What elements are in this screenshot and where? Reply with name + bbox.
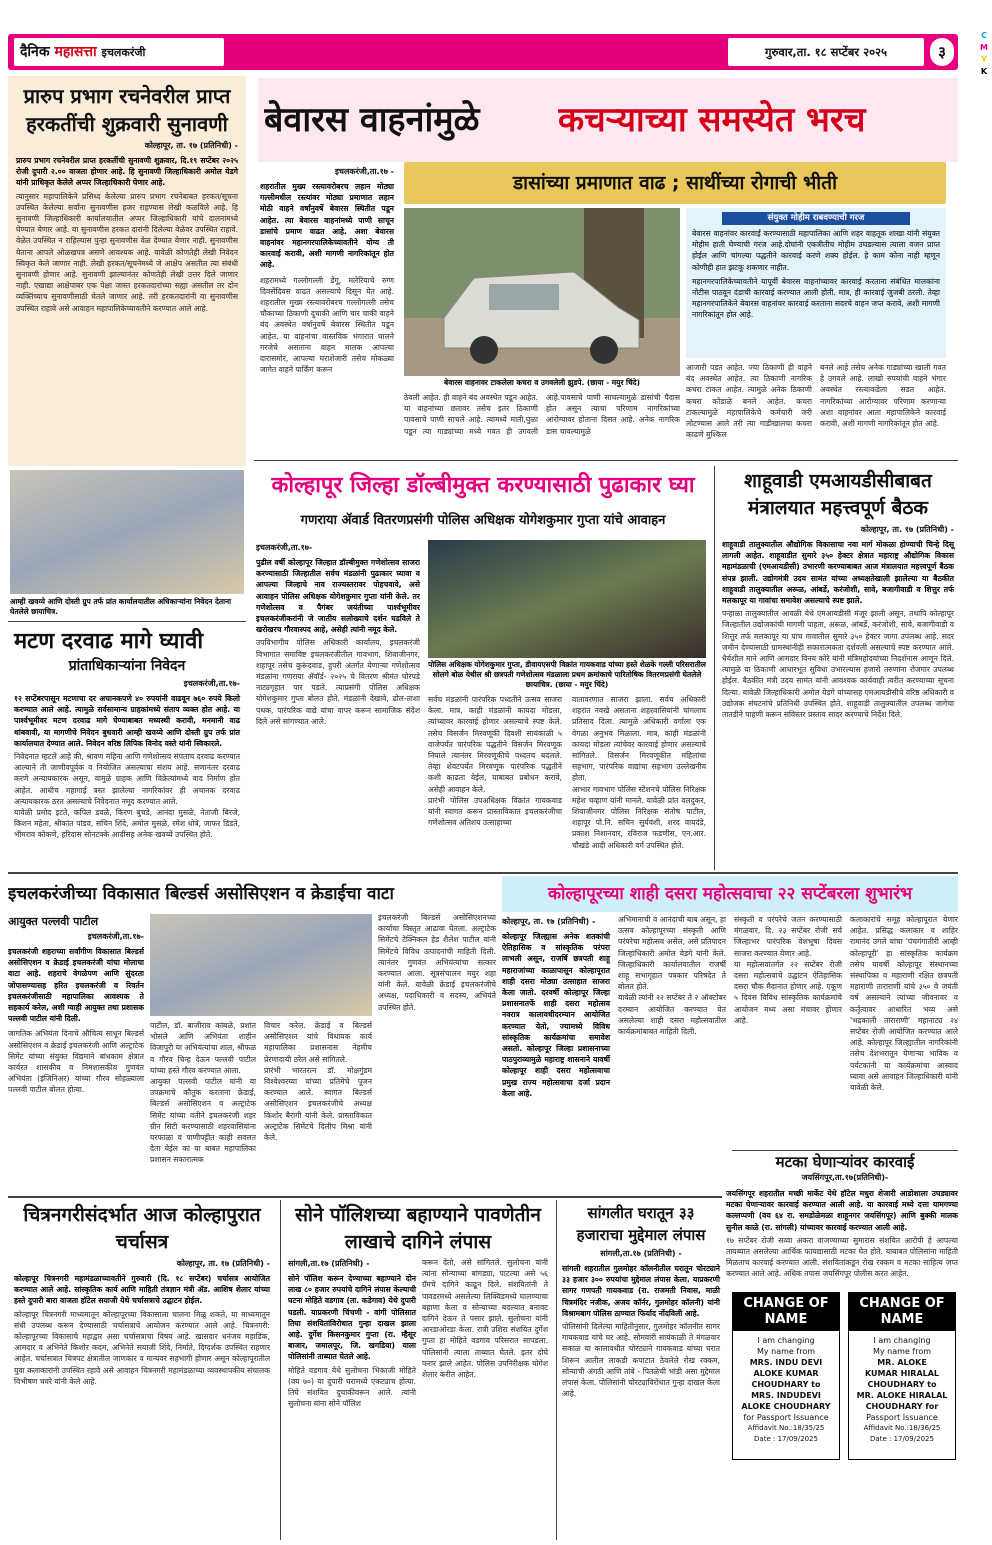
dolby-dateline: इचलकरंजी,ता.१७- <box>256 543 313 552</box>
matka-headline: मटका घेणाऱ्यांवर कारवाई <box>775 1153 915 1171</box>
ad2-line: I am changing <box>873 1336 931 1345</box>
main-under-photo-text: ठेवली आहेत. ही वाहने बंद अवस्थेत पडून आहेत. या वाहनांच्या छतावर तसेच इतर ठिकाणी पावसाचे पाणी साचले आहे. त्यामध्ये माती,घुळा पडून त्या गाड्यांच्या मध्ये गवत ही उगवली आहे.पावसाचे पाणी साचल्यामुळे डासांची पैदास होत असून त्याचा परिणाम नागरिकांच्या आरोग्यावर होताना दिसत आहे. अनेक नागरिक डास चावल्यामुळे <box>404 393 680 436</box>
builders-col-a: जागतिक अभियंता दिनाचे औचित्य साधून बिल्डर्स असोसिएशन व क्रेडाई इचलकरंजी आणि अल्ट्राटेक सिमेंट यांच्या संयुक्त विद्यमाने बांधकाम क्षेत्रात कार्यरत शासकीय व निमशासकीय गुणवंत अभियंता (इंजिनिअर) यांच्या गौरव सोहळ्याला पल्लवी पाटील बोलत होत्या. <box>8 1029 144 1095</box>
page-number: ३ <box>930 38 954 66</box>
sangli-body: पोलिसांनी दिलेल्या माहितीनुसार, गुलमोहर कॉलनीत सागर गायकवाड यांचे घर आहे. सोमवारी सायंकाळी ते मंगळवार सकाळ या कालावधीत चोरट्याने गायकवाड यांच्या घरात शिरून आतील लाकडी कपाटात ठेवलेले रोख रक्कम, सोन्याची अंगठी आणि तांबे - पितळेची भांडी असा मुद्देमाल लंपास केला. पोलिसांनी चोरट्याविरोधात गुन्हा दाखल केला आहे. <box>562 1322 720 1399</box>
story-prarup-lead: प्रारुप प्रभाग रचनेवरील प्राप्त हरकतींची सुनावणी शुक्रवार, दि.१९ सप्टेंबर २०२५ रोजी दुपारी २.०० वाजता होणार आहे. हि सुनावणी जिल्हाधिकारी अमोल येडगे यांनी प्राधिकृत केलेले अप्पर जिल्हाधिकारी घेणार आहे. <box>16 156 238 188</box>
shahuwadi-lead: शाहूवाडी तालुक्यातील औद्योगिक विकासाचा नवा मार्ग मोकळा होण्याची चिन्हे दिसू लागली आहेत. शाहूवाडीत सुमारे ३५० हेक्टर क्षेत्रात महाराष्ट्र औद्योगिक विकास महामंडळाची (एमआयडीसी) उभारणी करण्याबाबत आज मंत्रालयात महत्त्वपूर्ण बैठक संपन्न झाली. उद्योगमंत्री उदय सामंत यांच्या अध्यक्षतेखाली झालेल्या या बैठकीत शाहूवाडी तालुक्यातील अरूळ, आंबर्डे, करंजोशी, सावे, बजागीवाडी व शित्तुर तर्फ मलकापूर या गावांचा समावेश असल्याचे स्पष्ट झाले. <box>722 540 954 606</box>
story-mutton-dateline: इचलकरंजी,ता.१७- <box>183 679 240 688</box>
story-mutton-subhead: प्रांताधिकाऱ्यांना निवेदन <box>68 658 186 674</box>
story-chitra <box>8 1200 276 1540</box>
sone-col-a: मोहिते वडगाव येथे सुलोचना भिकाजी मोहिते (वय ७०) या दुपारी घरामध्ये एकट्याच होत्या. तिघे संशयित दुचाकीवरून आले. त्यांनी सुलोचना यांना सोने पॉलिश <box>288 1365 416 1409</box>
ad1-title: CHANGE OF NAME <box>733 1293 839 1331</box>
dolby-body: उपविभागीय पोलिस अधिकारी कार्यालय, इचलकरंजी विभागात समाविष्ट इचलकरंजीतील गावभाग, शिवाजीनगर, शहापूर तसेच कुरूंदवाड, हुपरी अंतर्गत येणाऱ्या गणेशोत्सव मंडळांना गणराया ॲवॉर्ड- २०२५ चे वितरण श्रीमंत घोरपडे नाट्यगृहात पार पडले. त्याप्रसंगी पोलिस अधिक्षक योगेशकुमार गुप्ता बोलत होते. मंडळांनी देखावे, ढोल-ताशा पथक, पारंपरिक वाद्ये यांचा वापर करून सामाजिक संदेश दिले असे सांगण्यात आले. <box>256 638 420 726</box>
ad2-line: CHOUDHARY to <box>867 1380 937 1389</box>
main-box-p1: बेवारस वाहनांवर कारवाई करण्यासाठी महापालिका आणि शहर वाहतूक शाखा यांनी संयुक्त मोहीम हाती घेण्याची गरज आहे.दोघांनी एकत्रीतीच मोहीम उघडल्यास त्याला वजन प्राप्त होईल आणि चांगल्या पद्धतीने कारवाई करणे शक्य होईल. हे काम कोना नाही म्हणून कोणीही हात झटकू शकणार नाहीत. <box>692 229 940 272</box>
story-matka <box>732 1152 958 1172</box>
ad2-line: Passport Issuance <box>866 1413 938 1422</box>
dolby-subhead: गणराया ॲवार्ड वितरणप्रसंगी पोलिस अधिक्षक योगेशकुमार गुप्ता यांचे आवाहन <box>300 513 666 528</box>
dasara-headline: कोल्हापूरच्या शाही दसरा महोत्सवाचा २२ सप्टेंबरला शुभारंभ <box>502 876 958 912</box>
sone-col-b: करून देतो, असे सांगितले. सुलोचना यांनी त्यांना सोन्याच्या बांगड्या, पाटल्या असे ५६ ग्रॅमचे दागिने काढून दिले. संशयितांनी ते पावडरमध्ये असलेल्या लिक्विडमध्ये घालण्याचा बहाणा केला व सोन्याच्या बदल्यात बनावट दागिने देऊन ते पसार झाले. सुलोचना यांनी आरडाओरडा केला. रात्री उशिरा संशयित दुर्गेश गुप्ता हा मोहिते वडगाव परिसरात सापडला. पोलिसांनी त्याला ताब्यात घेतले. इतर दोघे फरार झाले आहेत. पोलिस उपनिरीक्षक योगेश शेलार करीत आहेत. <box>422 1258 548 1380</box>
ad1-line: MRS. INDUDEVI <box>751 1391 821 1400</box>
builders-headline: इचलकरंजीच्या विकासात बिल्डर्स असोसिएशन व क्रेडाईचा वाटा <box>8 884 394 904</box>
masthead-city: इचलकरंजी <box>101 46 146 59</box>
cmyk-marks <box>980 30 988 78</box>
ad1-line: CHOUDHARY to <box>751 1380 821 1389</box>
ad2-line: CHOUDHARY for <box>865 1402 939 1411</box>
matka-lead: जयसिंगपूर शहरातील मच्छी मार्केट येथे हॉटेल मधुरा शेजारी आडोशाला उघड्यावर मटका घेणाऱ्यावर कारवाई करण्यात आली आहे. या कारवाई मध्ये दत्ता यामगण्या कल्लप्पणी (वय ६४ रा. समडोळेमळा शाहूनगर जयसिंगपूर) आणि बुक्की मालक सुनील काळे (रा. सांगली) यांच्यावर कारवाई करण्यात आली आहे. <box>726 1189 958 1232</box>
ad2-line: KUMAR HIRALAL <box>864 1369 940 1378</box>
dasara-cols <box>502 914 958 1146</box>
story-prarup-dateline: कोल्हापूर, ता. १७ (प्रतिनिधी) - <box>144 141 238 150</box>
matka-body-wrap <box>726 1188 958 1290</box>
photo-builders-felicitation <box>150 914 372 1016</box>
dasara-col-a: कोल्हापूर जिल्ह्यास अनेक शतकांची ऐतिहासिक व सांस्कृतिक परंपरा लाभली असून, राजर्षि छत्रपती शाहू महाराजांच्या काळापासून कोल्हापूरात शाही दसरा मोठ्या उत्साहात साजरा केला जातो. दरवर्षी कोल्हापूर जिल्हा प्रशासनातर्फे शाही दसरा महोत्सव नवरात्र कालावधीदरम्यान आयोजित करण्यात येतो, ज्यामध्ये विविध सांस्कृतिक कार्यक्रमांचा समावेश असतो. कोल्हापूर जिल्हा प्रशासनाच्या पाठपुराव्यामुळे महाराष्ट्र शासनाने यावर्षी कोल्हापूर शाही दसरा महोत्सवाचा प्रमुख राज्य महोत्सवाचा दर्जा प्रदान केला आहे. <box>502 932 610 1098</box>
story-prarup-body: त्यानुसार महापालिकेने प्रसिध्द केलेल्या प्रारुप प्रभाग रचनेबाबत हरकत/सूचना उपस्थित केलेल्या सर्वांना सुनावणीस हजर राहण्यास लेखी कळविले आहे. हि सुनावणी जिल्हाधिकारी कार्यालयातील अप्पर जिल्हाधिकारी यांचे दालनामध्ये घेण्यात येणार आहे. या सुनावणीस हरकत दारांनी दिलेल्या वेळेवर उपस्थित राहावे. वेळेत उपस्थित न राहिल्यास पुन्हा सुनावणीस वेळ देण्यात येणार नाही. सुनावणीस येताना आपले ओळखपत्र असणे आवश्यक आहे. यावेळी कोणतेही लेखी निवेदन स्विकृत केले जाणार नाही. लेखी हरकत/सूचनेमध्ये जे आक्षेप असतील त्या संबंधी सुनावणी होणार आहे. सुनावणी झाल्यानंतर कोणतेही लेखी उत्तर दिले जाणार नाही. एखाद्या आक्षेपाबर एक पेक्षा जास्त हरकतदारांच्या सह्या असतील तर दोन व्यक्तिंच्याच सुनावणीसाठी घेतले जाणार आहे. तरी हरकतदारांनी या सुनावणीस उपस्थित राहावे असे आवाहन महापालिकेच्यावतीने करण्यात आले आहे. <box>16 191 238 313</box>
main-dateline: इचलकरंजी,ता.१७ - <box>335 167 394 176</box>
cmyk-y: Y <box>981 55 987 64</box>
ad1-line: I am changing <box>757 1336 815 1345</box>
ad2-line: MR. ALOKE <box>877 1358 927 1367</box>
photo-car-caption: बेवारस वाहनावर टाकलेला कचरा व उगवलेली झुडपे. (छाया - मयुर चिंदे) <box>444 378 640 387</box>
ad2-title: CHANGE OF NAME <box>849 1293 955 1331</box>
main-box <box>686 208 946 358</box>
shahuwadi-dateline: कोल्हापूर, ता. १७ (प्रतिनिधी) - <box>860 525 954 534</box>
sone-dateline: सांगली,ता.१७ (प्रतिनिधी) - <box>288 1259 370 1268</box>
builders-dateline: इचलकरंजी,ता.१७- <box>87 932 144 941</box>
chitra-lead: कोल्हापूर चित्रनगरी महामंडळाच्यावतीने गुरुवारी (दि. १८ सप्टेंबर) चर्चासत्र आयोजित करण्यात आले आहे. सांस्कृतिक कार्य आणि माहिती तंत्रज्ञान मंत्री ॲड. आशिष शेलार यांच्या हस्ते दुपारी बारा वाजता हॉटेल सयाजी येथे चर्चासत्राचे उद्घाटन होईल. <box>14 1274 270 1306</box>
builders-col-b: पाटील, डॉ. बाजीराव कांबळे, प्रशांत भोसले आणि अभियंता शाहीन विजापुरी या अभियंत्यांचा शाल, श्रीफळ व गौरव चिन्ह देऊन पल्लवी पाटील यांच्या हस्ते गौरव करण्यात आला. आयुक्त पल्लवी पाटील यांनी या उपक्रमाचे कौतुक करताना क्रेडाई, बिल्डर्स असोसिएशन व अल्ट्राटेक सिमेंट यांच्या वतीने इचलकरंजी शहर ग्रीन सिटी करण्यासाठी शहरवासियांना घरफाळा व पाणीपट्टीत काही सवलत देता येईल का या बाबत महापालिका प्रशासन सकारात्मक <box>150 1021 256 1165</box>
masthead-left <box>14 38 224 66</box>
main-lead: शहरातील मुख्य रस्त्यावरोबरच लहान मोठ्या गल्लीमधील रस्त्यांवर मोठ्या प्रमाणात लहान मोठी वाहने वर्षांनुवर्षे बेवारस स्थितीत पडून आहेत. त्या बेवारस वाहनांमध्ये पाणी साचून डासांचे प्रमाण वाढत आहे. अशा बेवारस वाहनांवर महानगरपालिकेच्यावतीने योग्य ती कारवाई करावी, अशी मागणी नागरिकांतून होत आहे. <box>260 182 394 270</box>
chitra-body: कोल्हापूर चित्रनगरी माध्यमातून कोल्हापूरच्या विकासाला चालना मिळू शकते, या माध्यमातून संधी उपलब्ध करून देण्यासाठी चर्चासत्राचे आयोजन करण्यात आले आहे. चित्रनगरी: कोल्हापूरच्या विकासाचे महाद्वार असा चर्चासत्राचा विषय आहे. खासदार धनंजय महाडिक, आमदार व अभिनेते किशोर कदम, अभिनेते सयाजी शिंदे, निर्माते, दिग्दर्शक उपस्थित राहणार आहेत. चर्चासत्रात चित्रपट क्षेत्रातील जाणकार व मान्यवर सहभागी होणार असून कोल्हापूरातील युवा कलाकारांनी उपस्थित रहावे असे आवाहन चित्रनगरी महामंडळाच्या व्यवस्थापकीय संचालक विभीषण चवरे यांनी केले आहे. <box>14 1309 270 1386</box>
ad1-line: My name from <box>756 1347 816 1356</box>
chitra-headline: चित्रनगरीसंदर्भात आज कोल्हापुरात चर्चासत्र <box>23 1204 261 1253</box>
dolby-lead: पुढील वर्षी कोल्हापूर जिल्हात डॉल्बीमुक्त गणेशोत्सव साजरा करण्यासाठी जिल्हातील सर्वच मंडळांनी पुढाकार घ्यावा व आपल्या जिल्हाचे नाव राज्यस्तरावर पोहचवावे, असे आवाहन पोलिस अधिक्षक योगेशकुमार गुप्ता यांनी केले. तर गणेशोत्सव व पैगंबर जयंतीच्या पार्श्वभूमीवर इचलकरंजीकरांनी जे जातीय सलोख्याचे दर्शन घडविले ते खरोखरच गौरवास्पद आहे, असेही त्यांनी नमूद केले. <box>256 558 420 635</box>
main-subhead: डासांच्या प्रमाणात वाढ ; साथींच्या रोगाची भीती <box>404 162 946 204</box>
main-right-cols <box>686 362 946 454</box>
main-right-b: बनले आहे तसेच अनेक गाड्यांच्या खाली गवत हे उगवले आहे. लाखो रुपयांची वाहने भंगार अवस्थेत रस्त्याकडेला सडत आहेत. नागरिकांच्या आरोग्यावर परिणाम करणाऱ्या अशा वाहनांवर आता महापालिकेने कारवाई करावी, अशी मागणी नागरिकांतून होत आहे. <box>820 363 946 429</box>
car-illustration <box>404 208 680 376</box>
ad-change-of-name-1 <box>732 1292 840 1460</box>
ad2-line: MR. ALOKE HIRALAL <box>856 1391 948 1400</box>
ad1-line: for Passport Issuance <box>743 1413 829 1422</box>
main-under-photo <box>404 392 680 454</box>
ad1-line: ALOKE KUMAR <box>753 1369 819 1378</box>
builders-byline: आयुक्त पल्लवी पाटील <box>8 915 99 928</box>
cmyk-k: K <box>980 67 988 76</box>
builders-lead: इचलकरंजी शहराच्या सर्वांगीण विकासात बिल्डर्स असोसिएशन व क्रेडाई इचलकरंजी यांचा मोलाचा वाटा आहे. शहराचे वेगळेपण आणि सुंदरता जोपासण्यासह हरित इचलकरंजी व रिवर्तन इचलकरंजीसाठी महापालिका आवश्यक ते सहकार्य करेल, अशी ग्वाही आयुक्त तथा प्रशासक पल्लवी पाटील यांनी दिली. <box>8 947 144 1024</box>
builders-col1 <box>8 914 144 1194</box>
ad2-line: Affidavit No.:18/36/25 <box>863 1424 941 1432</box>
dolby-col1 <box>256 540 420 868</box>
matka-dateline: जयसिंगपूर,ता.१७(प्रतिनिधी)- <box>801 1173 889 1182</box>
sangli-dateline: सांगली,ता.१७ (प्रतिनिधी) - <box>600 1249 682 1258</box>
dasara-dateline: कोल्हापूर, ता. १७ (प्रतिनिधी) - <box>502 917 596 926</box>
ad1-line: MRS. INDU DEVI <box>749 1358 823 1367</box>
photo-ganraya-caption: पोलिस अधिक्षक योगेशकुमार गुप्ता, डीवायएसपी विक्रांत गायकवाड यांच्या हस्ते शेळके गल्ली परिसरातील सोलगे बोळ येथील श्री छत्रपती गणेशोत्सव मंडळाला प्रथम क्रमांकाचे पारितोषिक वितरणप्रसंगी घेतलेले छायाचित्र. (छाया - मयुर चिंदे) <box>428 660 706 689</box>
sangli-lead: सांगली शहरातील गुलमोहर कॉलनीतील घरातून चोरट्याने ३३ हजार ३०० रुपयांचा मुद्देमाल लंपास केला. याप्रकरणी सागर गणपती गायकवाड (रा. राजमती निवास, माळी चित्रमंदिर नजीक, अजय कॉर्नर, गुलमोहर कॉलनी) यांनी विश्रामबाग पोलिस ठाण्यात फिर्याद नोंदविली आहे. <box>562 1264 720 1318</box>
main-box-title: संयुक्त मोहीम राबवण्याची गरज <box>722 212 910 225</box>
shahuwadi-headline: शाहूवाडी एमआयडीसीबाबत मंत्रालयात महत्त्वपूर्ण बैठक <box>744 470 932 519</box>
matka-body: १७ सप्टेंबर रोजी सव्वा अकरा वाजण्याच्या सुमारास संशयित आरोपी हे आपल्या तायब्यात असलेल्या आर्थिक फायद्यासाठी मटका घेत होते. याबाबत पोलिसांना माहिती मिळताच कारवाई करण्यात आली. संशयितांकडून रोख रक्कम व मटका साहित्य जप्त करण्यात आले आहे. अधिक तपास जयसिंगपूर पोलीस करत आहेत. <box>726 1235 958 1279</box>
dolby-cols <box>428 694 706 870</box>
story-mutton-headline: मटण दरवाढ मागे घ्यावी <box>14 629 204 654</box>
ad1-line: ALOKE CHOUDHARY <box>741 1402 831 1411</box>
shahuwadi-body: पन्हाळा तालुक्यातील आवळी येथे एमआयडीसी मंजूर झाली असून, तथापि कोल्हापूर जिल्हातील उद्योजकांची मागणी पाहता, अरूळ, आंबर्डे, करंजोशी, सावे, बजागीवाडी व शित्तुर तर्फ मलकापूर या पाच गावातील सुमारे ३५० हेक्टर जागा उपलब्ध आहे. सदर जमीन देण्यासाठी ग्रामस्थांनीही सकारात्मकता दर्शवली असल्याचे स्पष्ट करण्यात आले. धैर्यशील माने आणि आमदार विनय कोरे यांनी मंत्रिमहोदयांच्या निदर्शनास आणून दिले. त्यामुळे या ठिकाणी आधारभूत सुविधा उभारल्यास हजारो तरुणांना रोजगार उपलब्ध होईल. बैठकीत मंत्री उदय सामंत यांनी आवश्यक कार्यवाही त्वरीत करण्याच्या सूचना दिल्या. यावेळी जिल्हाधिकारी अमोल येडगे यांच्यासह एमआयडीसीचे वरिष्ठ अधिकारी व उद्योजक संघटनांचे प्रतिनिधी उपस्थित होते. शाहूवाडी तालुक्यातील उपलब्ध जागेचा तातडीने पाहणी करून सविस्तर प्रस्ताव सादर करण्याचे निर्देश दिले. <box>722 609 954 720</box>
story-mutton-lead: १२ सप्टेंबरपासून मटणाचा दर अचानकपणे ४० रुपयांनी वाढवून ७६० रुपये किलो करण्यात आले आहे. त्यामुळे सर्वसामान्य ग्राहकांमध्ये संताप व्यक्त होत आहे. या पार्श्वभूमीवर मटण दरवाढ मागे घेण्याबाबत मध्यस्थी करावी, मनमानी वाढ थांबवावी, या मागणीचे निवेदन बुधवारी आम्ही खवय्ये आणि दोस्ती ग्रुप तर्फ प्रांत कार्यालयात देण्यात आले. निवेदन वरिष्ठ लिपिक विनोद वस्ते यांनी स्विकारले. <box>14 694 240 748</box>
photo-mutton-caption: आम्ही खवय्ये आणि दोस्ती ग्रुप तर्फ प्रांत कार्यालयातील अधिकाऱ्यांना निवेदन देताना घेतलेले छायाचित्र. <box>10 597 232 616</box>
story-prarup <box>8 76 246 466</box>
story-prarup-headline: प्रारुप प्रभाग रचनेवरील प्राप्त हरकतींची शुक्रवारी सुनावणी <box>23 84 231 136</box>
ad2-line: Date : 17/09/2025 <box>870 1435 934 1443</box>
photo-mutton-memorandum <box>10 470 244 594</box>
builders-col-d: इचलकरंजी बिल्डर्स असोसिएशनच्या कार्याचा विस्तृत आढावा घेतला. अल्ट्राटेक सिमेंटचे टेक्निकल हेड शैलेश पाटील यांनी सिमेंटचे विविध उत्पादनांची माहिती दिली. त्यानंतर गुणवंत अभियंत्यांचा सत्कार करण्यात आला. सूत्रसंचालन मयुर शहा यांनी केले. यावेळी क्रेडाई इचलकरंजीचे अध्यक्ष, पदाधिकारी व सदस्य, अभियंते उपस्थित होते. <box>378 913 496 1012</box>
sangli-headline: सांगलीत घरातून ३३ हजाराचा मुद्देमाल लंपास <box>576 1204 706 1244</box>
story-sangli <box>560 1200 722 1540</box>
dolby-col-b: वातावरणात साजरा झाला. सर्वच अधिकारी शहरात नवखे असताना शहरवासियांनी चांगलाच प्रतिसाद दिला. त्यामुळे अधिकारी वर्गाला एक वेगळा अनुभव मिळाला. मात्र, काही मंडळांनी कायदा मोडला त्यांचेवर कारवाई होणार असल्याचे सांगितले. विसर्जन मिरवणूकीत महिलांचा सहभाग, पारंपरिक वाद्यांचा सहभाग उल्लेखनीय होता. आभार गावभाग पोलिस स्टेशनचे पोलिस निरिक्षक महेश चव्हाण यांनी मानले. यावेळी प्रांत वलदुकर, शिवाजीनगर पोलिस निरिक्षक संतोष पाटील, शहापूर पो.नि. सचिन सुर्यवंशी, शरद वायदंडे, प्रकाश निशानदार, रविराज फडणीस, एन.आर. चौखंडे आदी अधिकारी वर्ग उपस्थित होते. <box>572 695 706 850</box>
builders-cols <box>150 1020 372 1194</box>
story-shahuwadi <box>718 466 958 870</box>
ad2-line: My name from <box>872 1347 932 1356</box>
dolby-col-a: सर्वच मंडळांनी पारंपरिक पध्दतीने उत्सव साजरा केला. मात्र, काही मंडळांनी कायदा मोडला, त्यांच्यावर कारवाई होणार असल्याचे स्पष्ट केले. तसेच विसर्जन मिरवणूकी दिवशी सायंकाळी ५ वाजेपर्यंत पारंपरिक पद्धतीने विसर्जन मिरवणूक निघाले त्यानंतर मिरवणूकीचे पध्दतच बदलले. तेव्हा शेवटपर्यंत मिरवणूक पारंपरिक पद्धतीने कशी काढता येईल, याबाबत प्रबोधन करावे, असेही आवाहन केले. प्रारंभी पोलिस उपअधिक्षक विक्रांत गायकवाड यांनी स्वागत करून प्रास्ताविकात इचलकरंजीचा गणेशोत्सव अतिशय उत्साहाच्या <box>428 695 562 828</box>
builders-col-c: विचार करेल. क्रेडाई व बिल्डर्स असोसिएशन यांचे विधायक कार्य महापालिका प्रशासनास नेहमीच प्रेरणादायी ठरेल असे सांगितले. प्रारंभी भारतरत्न डॉ. मोक्षगुंडम विश्वेश्वरय्या यांच्या प्रतिमेचे पूजन करण्यात आले. स्वागत बिल्डर्स असोसिएशन इचलकरंजीचे अध्यक्ष किशोर बैरागी यांनी केले. प्रास्ताविकात अल्ट्राटेक सिमेंटचे दिलीप मिश्रा यांनी केले. <box>264 1021 372 1143</box>
main-right-a: आजारी पडत आहेत. ज्या ठिकाणी ही वाहने बंद अवस्थेत आहेत. त्या ठिकाणी नागरिक कचरा टाकत आहेत. त्यामुळे अनेक ठिकाणी कचरा कोंडाळे बनले आहेत. कचरा टाकल्यामुळे महापालिकेचे कर्मचारी जरी लोटण्यास आले तरी त्या गाडीखालचा कचरा काढणे मुश्किल <box>686 363 812 440</box>
story-mutton-body: निवेदनात म्हटले आहे की, श्रावण महिना आणि गणेशोत्सव संपताच दरवाढ करण्यात आल्याने ती जाणीवपूर्वक व नियोजित असल्याचा संशय आहे. सणानंतर दरवाढ करणे अन्यायकारक असून, यामुळे ग्राहक आणि विक्रेत्यांमध्ये वाद निर्माण होत आहेत. आधीच महागाई त्रस्त झालेल्या नागरिकांवर ही अचानक दरवाढ अन्यायकारक ठरत असल्याचे निवेदनात नमूद करण्यात आले. यावेळी प्रमोद इटते, कपिल डवळे, किरण बुचडे, आनंदा मुसळे, नेताजी बिरजे, किशन महेता, श्रीकांत पांडव, सचिन शिंदे, अमोल मुसळे, रमेश धोत्रे, जाफर डिडते, भीमराव कोकणे, हरिदास सोनटक्के आदींसह अनेक खवय्ये उपस्थित होते. <box>14 752 240 840</box>
ad1-line: Affidavit No.:18/35/25 <box>747 1424 825 1432</box>
ad-change-of-name-2 <box>848 1292 956 1460</box>
cmyk-c: C <box>981 31 987 40</box>
story-mutton <box>8 624 246 879</box>
main-headline <box>258 78 958 162</box>
story-sone <box>284 1200 552 1540</box>
sone-headline: सोने पॉलिशच्या बहाण्याने पावणेतीन लाखाचे दागिने लंपास <box>295 1204 541 1253</box>
main-headline-a: बेवारस वाहनांमुळे <box>264 100 480 140</box>
dolby-headline: कोल्हापूर जिल्हा डॉल्बीमुक्त करण्यासाठी पुढाकार घ्या <box>271 473 695 498</box>
dasara-col-c: संस्कृती व परंपरेचे जतन करण्यासाठी मंगळवार, दि. २३ सप्टेंबर रोजी सर्व जिल्हाभर पारंपरिक वेशभूषा दिवस साजरा करण्यात येणार आहे. या महोत्सवांतर्गत २२ सप्टेंबर रोजी दसरा महोत्सवाचे उद्घाटन ऐतिहासिक दसरा चौक मैदानात होणार आहे. एकूण ५ दिवस विविध सांस्कृतिक कार्यक्रमांचे आयोजन मध्य असा मंचावर होणार आहे. <box>734 915 842 1025</box>
masthead-prefix: दैनिक <box>20 44 50 60</box>
photo-abandoned-car <box>404 208 680 376</box>
main-headline-b: कचऱ्याच्या समस्येत भरच <box>558 100 866 140</box>
masthead <box>8 34 958 70</box>
masthead-right: गुरुवार,ता. १८ सप्टेंबर २०२५ <box>728 38 924 66</box>
dasara-col-d: कलाकारांचे समूह कोल्हापूरात येणार आहेत. प्रसिद्ध कलाकार व शाहिर रामानंद उगले यांचा 'पंचगंगातीरी आम्ही कोल्हापूरी' हा सांस्कृतिक कार्यक्रम तसेच यावर्षी कोल्हापूर संस्थानच्या संस्थापिका व महाराणी रक्षित छत्रपती महाराणी ताराराणी यांचे ३५० वे जयंती वर्ष असल्याने त्यांच्या जीवनावर व कर्तृत्वावर आधारित भव्य असे 'भद्रकाली ताराराणी' महानाट्य २४ सप्टेंबर रोजी आयोजित करण्यात आले आहे. कोल्हापूर जिल्ह्यातील नागरिकांनी तसेच देशभरातून येणाऱ्या भाविक व पर्यटकांनी या कार्यक्रमांचा आस्वाद घ्यावा असे आवाहन जिल्हाधिकारी यांनी यावेळी केले. <box>850 915 958 1093</box>
chitra-dateline: कोल्हापूर, ता. १७ (प्रतिनिधी) - <box>176 1259 270 1268</box>
ad1-line: Date : 17/09/2025 <box>754 1435 818 1443</box>
builders-col-d-wrap <box>378 912 496 1194</box>
cmyk-m: M <box>980 43 988 52</box>
dasara-col-b: अभिमानाची व आनंदाची बाब असून, हा उत्सव कोल्हापूरच्या संस्कृती आणि परंपरेचा महोत्सव असेल, असे प्रतिपादन जिल्हाधिकारी अमोल येडगे यांनी केले. जिल्हाधिकारी कार्यालयातील राजर्षी शाहू सभागृहात पत्रकार परिषदेत ते बोलत होते. यावेळी त्यांनी २२ सप्टेंबर ते २ ऑक्टोबर दरम्यान आयोजित करण्यात येत असलेल्या शाही दसरा महोत्सवातील कार्यक्रमांबाबत माहिती दिली. <box>618 915 726 1037</box>
masthead-name: महासत्ता <box>54 44 97 60</box>
sone-lead: सोने पॉलिश करून देण्याच्या बहाण्याने दोन लाख ८० हजार रुपयांचे दागिने लंपास केल्याची घटना मोहिते वडगाव (ता. कडेगाव) येथे दुपारी घडली. याप्रकरणी चिंचणी - वांगी पोलिसात तिघा संशयितांविरोधात गुन्हा दाखल झाला आहे. दुर्गेश किसनकुमार गुप्ता (रा. म्हैसूर बाजार, जमालपूर, जि. खगडिया) याला पोलिसांनी ताब्यात घेतले आहे. <box>288 1274 416 1362</box>
main-box-p2: महानगरपालिकेच्यावतीने यापूर्वी बेवारस वाहनांच्यावर कारवाई करताना संबंधित मालकांना नोटीस पाठवून दंडाची कारवाई करण्यात आली होती. मात्र, ही कारवाई जुजबी ठरली. तेव्हा महानगरपालिकेने बेवारस वाहनांवर कारवाई करताना सदरचे वाहन जप्त करावे, अशी मागणी नागरिकांतून होत आहे. <box>692 276 940 320</box>
photo-ganraya-award <box>428 540 706 658</box>
main-col-body: शहरामध्ये गल्लोगल्ली डेंगू, मलेरियाचे रुग्ण दिवसेंदिवस वाढत असल्याचे दिसून येत आहे. शहरातील मुख्य रस्त्यावरोबरच गल्लोगल्ली तसेच चौकाच्या ठिकाणी दुचाकी आणि चार चाकी वाहने बंद अवस्थेत वर्षानुवर्षे बेवारस स्थितीत पडून आहेत. या वाहनांचा वास्तविक भंगारात घालने गरजेचे असताना वाहन मालक आपल्या दारासमोर, आपल्या घराशेजारी तसेच मोकळ्या जागेत वाहने पार्किंग करून <box>260 275 394 375</box>
